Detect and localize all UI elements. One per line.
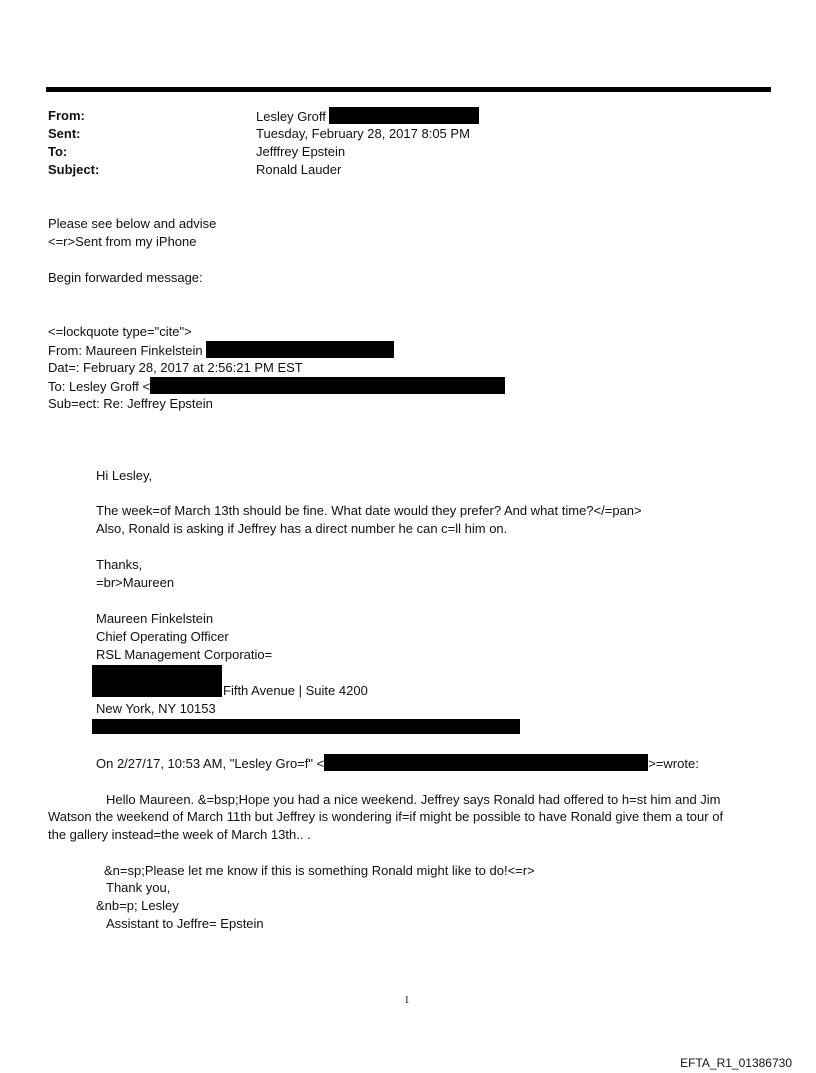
- signature-address: Fifth Avenue | Suite 4200: [223, 683, 368, 698]
- signature-company: RSL Management Corporatio=: [96, 647, 273, 662]
- page-number: 1: [404, 994, 410, 1006]
- body-line-forwarded: Begin forwarded message:: [48, 270, 203, 285]
- original-line-2: Watson the weekend of March 11th but Jeffrey is wondering if=if might be possible to have Ronald give them a tour of: [48, 809, 724, 824]
- quote-wrote: >=wrote:: [648, 756, 699, 771]
- original-name: &nb=p; Lesley: [96, 898, 179, 913]
- subject-value: Ronald Lauder: [256, 162, 342, 177]
- fwd-subject: Sub=ect: Re: Jeffrey Epstein: [48, 396, 213, 411]
- subject-label: Subject:: [48, 162, 100, 177]
- from-name: Lesley Groff: [256, 109, 326, 124]
- redaction-block: [92, 719, 520, 734]
- to-label: To:: [48, 144, 68, 159]
- fwd-from-text: From: Maureen Finkelstein: [48, 343, 203, 358]
- redaction-block: [206, 341, 394, 358]
- quote-intro-lt: <: [316, 756, 325, 771]
- quote-intro-text: On 2/27/17, 10:53 AM, "Lesley Gro=f": [96, 756, 313, 771]
- reply-signoff: =br>Maureen: [96, 575, 175, 590]
- to-value: Jefffrey Epstein: [256, 144, 346, 159]
- signature-title: Chief Operating Officer: [96, 629, 229, 644]
- redaction-block: [92, 665, 222, 697]
- fwd-to-text: To: Lesley Groff: [48, 379, 139, 394]
- sent-value: Tuesday, February 28, 2017 8:05 PM: [256, 126, 470, 141]
- fwd-date: Dat=: February 28, 2017 at 2:56:21 PM EST: [48, 360, 303, 375]
- fwd-to-lt: <: [142, 379, 151, 394]
- redaction-block: [324, 754, 648, 771]
- header-rule: [46, 87, 771, 92]
- document-id: EFTA_R1_01386730: [680, 1056, 792, 1070]
- body-line-sent-from: <=r>Sent from my iPhone: [48, 234, 197, 249]
- original-title: Assistant to Jeffre= Epstein: [106, 916, 264, 931]
- original-line-3: the gallery instead=the week of March 13th.. .: [48, 827, 311, 842]
- fwd-from: [48, 341, 394, 360]
- original-paragraph-2: &n=sp;Please let me know if this is something Ronald might like to do!<=r>: [104, 863, 535, 878]
- reply-thanks: Thanks,: [96, 557, 143, 572]
- reply-greeting: Hi Lesley,: [96, 468, 153, 483]
- reply-paragraph-2: Also, Ronald is asking if Jeffrey has a direct number he can c=ll him on.: [96, 521, 508, 536]
- reply-paragraph-1: The week=of March 13th should be fine. What date would they prefer? And what time?</=pan>: [96, 503, 642, 518]
- sent-label: Sent:: [48, 126, 81, 141]
- from-label: From:: [48, 108, 85, 123]
- redaction-block: [150, 377, 505, 394]
- from-value: [256, 107, 479, 126]
- fwd-to: [48, 377, 505, 396]
- signature-city: New York, NY 10153: [96, 701, 216, 716]
- original-thank-you: Thank you,: [106, 880, 171, 895]
- blockquote-open: <=lockquote type="cite">: [48, 324, 192, 339]
- body-line-advise: Please see below and advise: [48, 216, 217, 231]
- signature-name: Maureen Finkelstein: [96, 611, 214, 626]
- redaction-block: [329, 107, 479, 124]
- quote-intro: [96, 754, 699, 773]
- original-line-1: Hello Maureen. &=bsp;Hope you had a nice weekend. Jeffrey says Ronald had offered to h=st him and Jim: [106, 792, 721, 807]
